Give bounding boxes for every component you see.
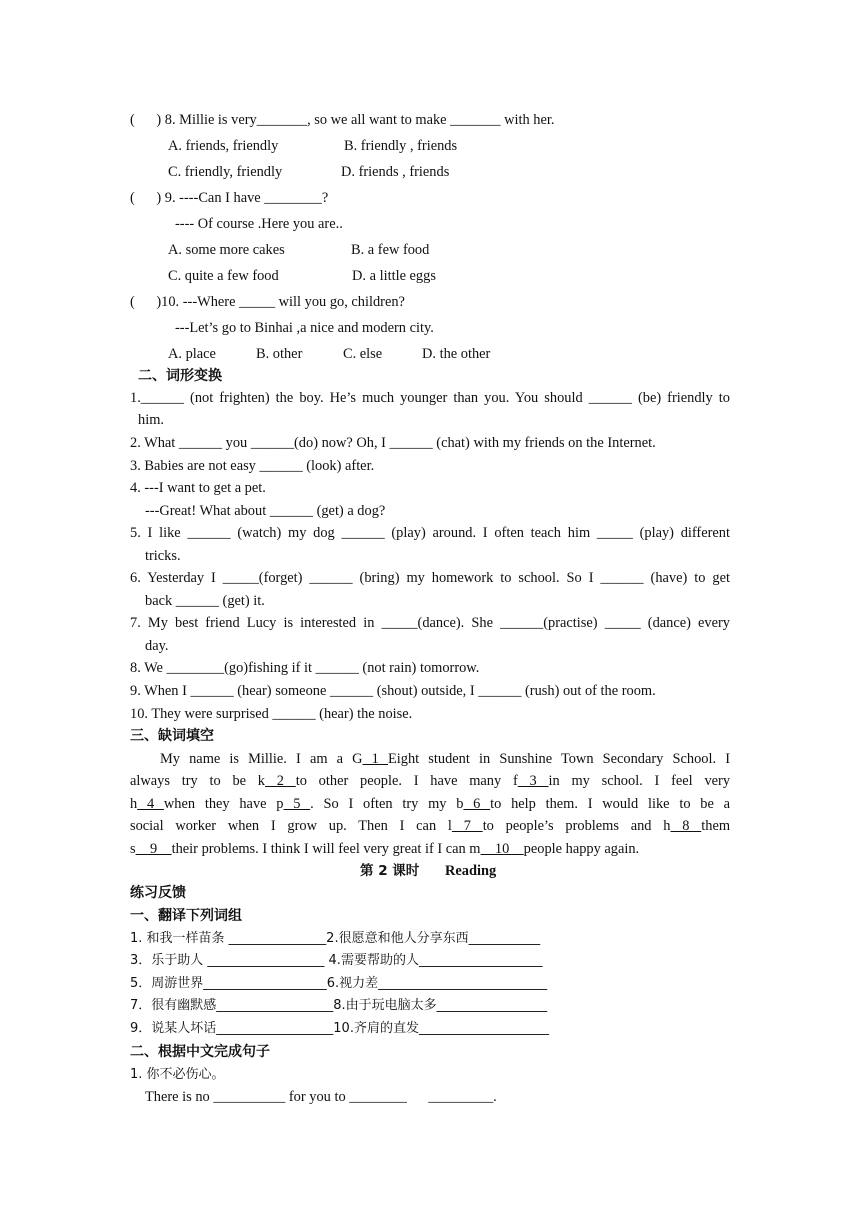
cloze-line: social worker when I grow up. Then I can l 7 to people’s problems and h 8 them (130, 818, 731, 834)
question-8-stem: ( ) 8. Millie is very_______, so we all want to make _______ with her. (130, 112, 555, 128)
feedback-heading: 练习反馈 (130, 885, 186, 901)
word-form-line: 8. We ________(go)fishing if it ______ (not rain) tomorrow. (130, 660, 480, 676)
translate-row: 7．很有幽默感__________________8.由于玩电脑太多_________________ (130, 998, 548, 1013)
question-9-option-c: C. quite a few food (168, 268, 279, 284)
lesson-title: 第 2 课时 (360, 863, 420, 879)
blank-6: 6 (463, 796, 491, 812)
question-10-option-c: C. else (343, 346, 383, 362)
question-9-option-d: D. a little eggs (352, 268, 436, 284)
word-form-line: 7. My best friend Lucy is interested in _____(dance). She ______(practise) _____ (dance) every (130, 615, 730, 631)
question-8-option-d: D. friends , friends (341, 164, 450, 180)
section-heading: 二、根据中文完成句子 (130, 1044, 270, 1060)
word-form-line: 3. Babies are not easy ______ (look) after. (130, 458, 375, 474)
translate-row: 1. 和我一样苗条 _______________2.很愿意和他人分享东西___________ (130, 931, 541, 946)
question-9-stem: ( ) 9. ----Can I have ________? (130, 190, 329, 206)
question-8-option-b: B. friendly , friends (344, 138, 458, 154)
question-10-stem: ( )10. ---Where _____ will you go, children? (130, 294, 405, 310)
word-form-line: 4. ---I want to get a pet. (130, 480, 266, 496)
word-form-line: 9. When I ______ (hear) someone ______ (shout) outside, I ______ (rush) out of the room. (130, 683, 656, 699)
blank-1: 1 (362, 751, 388, 767)
blank-8: 8 (670, 818, 702, 834)
word-form-line: him. (138, 412, 164, 428)
question-9-reply: ---- Of course .Here you are.. (175, 216, 343, 232)
word-form-line: 10. They were surprised ______ (hear) the noise. (130, 706, 413, 722)
question-8-option-a: A. friends, friendly (168, 138, 279, 154)
section-heading: 三、缺词填空 (130, 728, 214, 744)
blank-4: 4 (137, 796, 164, 812)
word-form-line: ---Great! What about ______ (get) a dog? (145, 503, 386, 519)
question-10-reply: ---Let’s go to Binhai ,a nice and modern city. (175, 320, 434, 336)
word-form-line: 1.______ (not frighten) the boy. He’s much younger than you. You should ______ (be) friendly to (130, 390, 730, 406)
lesson-subtitle: Reading (445, 863, 497, 879)
question-8-option-c: C. friendly, friendly (168, 164, 283, 180)
blank-7: 7 (451, 818, 483, 834)
cloze-line: My name is Millie. I am a G 1 Eight student in Sunshine Town Secondary School. I (160, 751, 730, 767)
section-heading: 一、翻译下列词组 (130, 908, 242, 924)
sentence-prompt: 1. 你不必伤心。 (130, 1067, 225, 1082)
sentence-answer-line: There is no __________ for you to ________ _________. (145, 1089, 497, 1105)
word-form-line: 5. I like ______ (watch) my dog ______ (play) around. I often teach him _____ (play) different (130, 525, 730, 541)
question-9-option-a: A. some more cakes (168, 242, 285, 258)
translate-row: 5．周游世界___________________6.视力差__________________________ (130, 976, 548, 991)
translate-row: 3．乐于助人 __________________ 4.需要帮助的人___________________ (130, 953, 543, 968)
question-10-option-b: B. other (256, 346, 303, 362)
blank-5: 5 (283, 796, 311, 812)
question-10-option-d: D. the other (422, 346, 491, 362)
word-form-line: tricks. (145, 548, 181, 564)
blank-9: 9 (135, 841, 172, 857)
word-form-line: 6. Yesterday I _____(forget) ______ (bring) my homework to school. So I ______ (have) to get (130, 570, 730, 586)
translate-row: 9．说某人坏话__________________10.齐肩的直发____________________ (130, 1021, 549, 1036)
word-form-line: 2. What ______ you ______(do) now? Oh, I ______ (chat) with my friends on the Internet. (130, 435, 656, 451)
question-9-option-b: B. a few food (351, 242, 430, 258)
blank-3: 3 (517, 773, 549, 789)
blank-2: 2 (264, 773, 296, 789)
cloze-line: always try to be k 2 to other people. I have many f 3 in my school. I feel very (130, 773, 731, 789)
word-form-line: day. (145, 638, 169, 654)
blank-10: 10 (480, 841, 524, 857)
word-form-line: back ______ (get) it. (145, 593, 265, 609)
question-10-option-a: A. place (168, 346, 216, 362)
section-heading: 二、词形变换 (138, 368, 222, 384)
cloze-line: h 4 when they have p 5 . So I often try my b 6 to help them. I would like to be a (130, 796, 730, 812)
cloze-line: s 9 their problems. I think I will feel very great if I can m 10 people happy again. (130, 841, 640, 857)
